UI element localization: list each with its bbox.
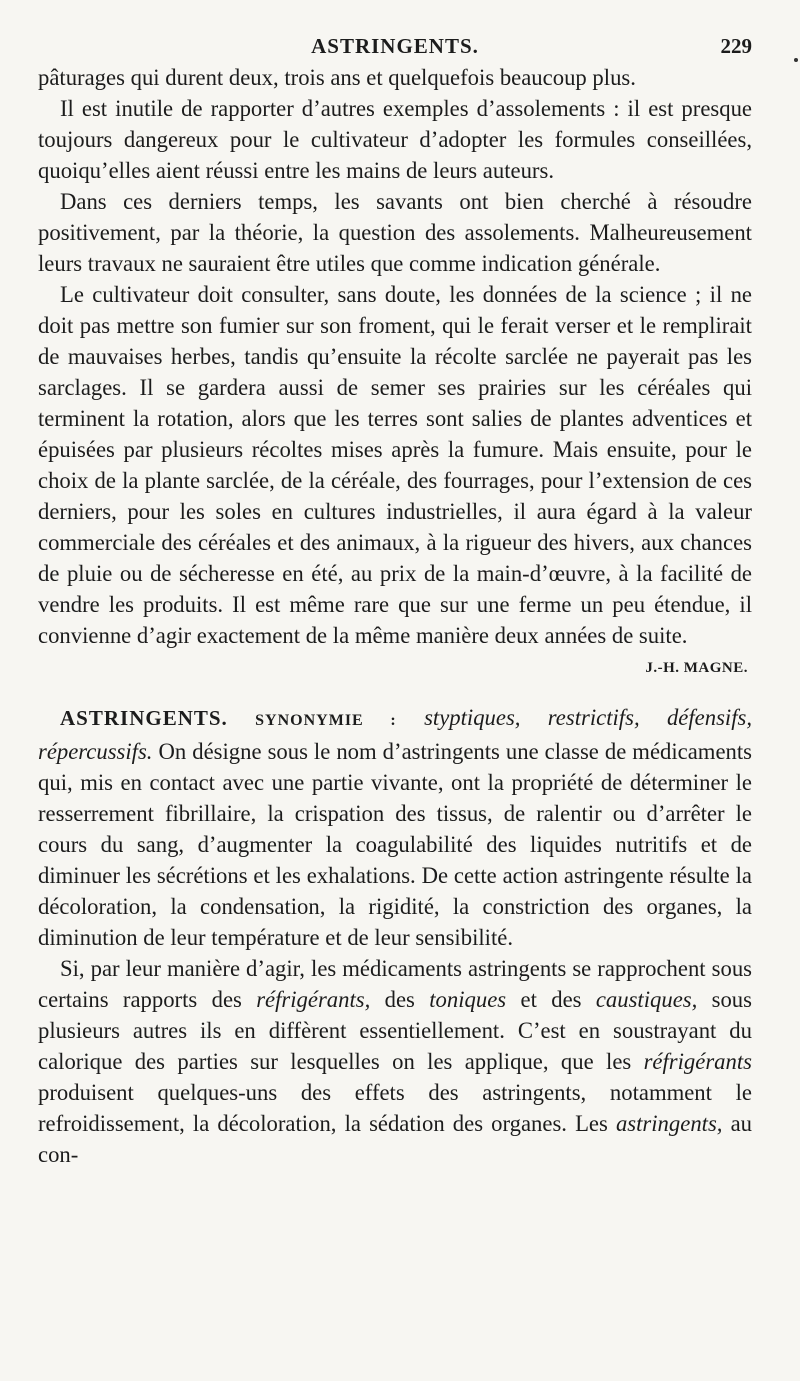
- article-entry: [38, 702, 752, 953]
- article-definition: On désigne sous le nom d’astringents une classe de médicaments qui, mis en contact avec une partie vivante, ont la propriété de déterminer le resserrement fibrillaire, la crispation des tissus, de ralentir ou d’arrêter le cours du sang, d’augmenter la coagulabilité des liquides nutritifs et de diminuer les sécrétions et les exhalations. De cette action astringente résulte la décoloration, la condensation, la rigidité, la constriction des organes, la diminution de leur température et de leur sensibilité.: [38, 739, 752, 950]
- signature-line: [38, 651, 752, 684]
- term-refrigerants: réfrigérants,: [256, 987, 371, 1012]
- paragraph: Dans ces derniers temps, les savants ont bien cherché à résoudre positivement, par la théorie, la question des assolements. Malheureusement leurs travaux ne sauraient être utiles que comme indication générale.: [38, 189, 752, 276]
- paragraph: Il est inutile de rapporter d’autres exemples d’assolements : il est presque toujours dangereux pour le cultivateur d’adopter les formules conseillées, quoiqu’elles aient réussi entre les mains de leurs auteurs.: [38, 96, 752, 183]
- body-text: [38, 62, 752, 1170]
- term-refrigerants-2: réfrigérants: [643, 1049, 752, 1074]
- paragraph: Si, par leur manière d’agir, les médicaments astringents se rapprochent sous certains rapports des réfrigérants, des toniques et des caustiques, sous plusieurs autres ils en diffèrent essentiellement. C’est en soustrayant du calorique des parties sur lesquelles on les applique, que les réfrigérants produisent quelques-uns des effets des astringents, notamment le refroidissement, la décoloration, la sédation des organes. Les astringents, au con-: [38, 956, 752, 1167]
- term-caustiques: caustiques,: [595, 987, 698, 1012]
- page-number: 229: [720, 34, 752, 58]
- synonymy-label: SYNONYMIE :: [255, 712, 397, 729]
- synonyms: styptiques, restrictifs, défensifs, répercussifs.: [38, 705, 753, 764]
- term-astringents: astringents,: [615, 1111, 723, 1136]
- author-signature: J.-H. MAGNE.: [645, 660, 748, 676]
- running-head: [38, 30, 752, 62]
- paragraph-continuation: pâturages qui durent deux, trois ans et quelquefois beaucoup plus.: [38, 65, 636, 90]
- running-title: ASTRINGENTS.: [311, 34, 479, 58]
- article-headword: ASTRINGENTS.: [60, 706, 228, 730]
- paragraph: Le cultivateur doit consulter, sans doute, les données de la science ; il ne doit pas mettre son fumier sur son froment, qui le ferait verser et le remplirait de mauvaises herbes, tandis qu’ensuite la récolte sarclée ne payerait pas les sarclages. Il se gardera aussi de semer ses prairies sur les céréales qui terminent la rotation, alors que les terres sont salies de plantes adventices et épuisées par plusieurs récoltes mises après la fumure. Mais ensuite, pour le choix de la plante sarclée, de la céréale, des fourrages, pour l’extension de ces derniers, pour les soles en cultures industrielles, il aura égard à la valeur commerciale des céréales et des animaux, à la rigueur des hivers, aux chances de pluie ou de sécheresse en été, au prix de la main-d’œuvre, à la facilité de vendre les produits. Il est même rare que sur une ferme un peu étendue, il convienne d’agir exactement de la même manière deux années de suite.: [38, 282, 752, 648]
- term-toniques: toniques: [429, 987, 507, 1012]
- print-speck: [794, 58, 798, 62]
